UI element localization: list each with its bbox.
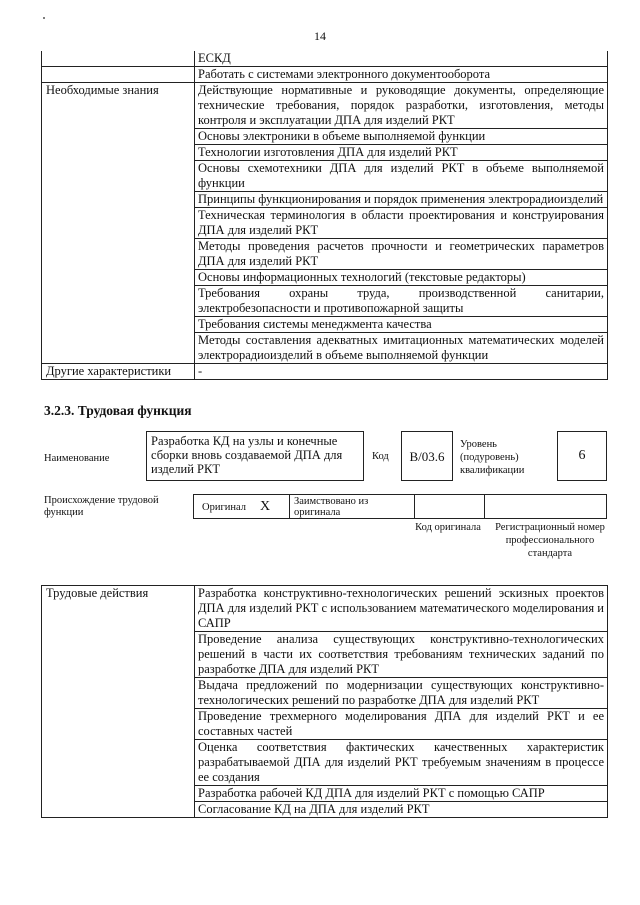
knowledge-item: Требования системы менеджмента качества (195, 317, 608, 333)
action-item: Проведение трехмерного моделирования ДПА для изделий РКТ и ее составных частей (195, 709, 608, 740)
continuation-row: ЕСКД (195, 51, 608, 67)
knowledge-item: Технологии изготовления ДПА для изделий РКТ (195, 145, 608, 161)
knowledge-item: Основы информационных технологий (текстовые редакторы) (195, 270, 608, 286)
knowledge-label: Необходимые знания (42, 83, 195, 364)
reg-caption: Регистрационный номер профессионального стандарта (495, 522, 605, 559)
code-value: В/03.6 (409, 449, 445, 464)
knowledge-item: Основы схемотехники ДПА для изделий РКТ в объеме выполняемой функции (195, 161, 608, 192)
action-item: Согласование КД на ДПА для изделий РКТ (195, 802, 608, 818)
actions-table (41, 585, 608, 818)
original-label: Оригинал (202, 502, 246, 513)
action-item: Проведение анализа существующих конструктивно-технологических решений в части их соответствия требованиям технических заданий по разработке ДПА для изделий РКТ (195, 632, 608, 678)
code-box (401, 431, 453, 481)
empty-cell (42, 67, 195, 83)
level-label: Уровень (подуровень) квалификации (460, 439, 525, 476)
knowledge-item: Действующие нормативные и руководящие документы, определяющие технические требования, порядок разработки, изготовления, методы контроля и эксплуатации ДПА для изделий РКТ (195, 83, 608, 129)
page-number: 14 (314, 29, 326, 43)
origin-row (193, 494, 607, 519)
knowledge-item: Основы электроники в объеме выполняемой функции (195, 129, 608, 145)
action-item: Разработка конструктивно-технологических решений эскизных проектов ДПА для изделий РКТ с использованием математического моделирования и САПР (195, 586, 608, 632)
action-item: Выдача предложений по модернизации существующих конструктивно-технологических решений по разработке ДПА для изделий РКТ (195, 678, 608, 709)
scan-speck (43, 17, 45, 19)
level-value: 6 (578, 448, 586, 463)
actions-label: Трудовые действия (42, 586, 195, 818)
knowledge-item: Принципы функционирования и порядок применения электрорадиоизделий (195, 192, 608, 208)
other-value: - (195, 364, 608, 380)
borrowed-label: Заимствовано из оригинала (294, 496, 369, 518)
other-label: Другие характеристики (42, 364, 195, 380)
divider (484, 495, 485, 518)
knowledge-item: Методы составления адекватных имитационных математических моделей электрорадиоизделий в объеме выполняемой функции (195, 333, 608, 364)
function-name-value: Разработка КД на узлы и конечные сборки вновь создаваемой ДПА для изделий РКТ (151, 434, 343, 476)
code-label: Код (372, 451, 389, 462)
divider (289, 495, 290, 518)
knowledge-item: Методы проведения расчетов прочности и геометрических параметров ДПА для изделий РКТ (195, 239, 608, 270)
action-item: Оценка соответствия фактических качественных характеристик разрабатываемой ДПА для изделий РКТ требуемым значениям в процессе ее создания (195, 740, 608, 786)
action-item: Разработка рабочей КД ДПА для изделий РКТ с помощью САПР (195, 786, 608, 802)
continuation-row: Работать с системами электронного документооборота (195, 67, 608, 83)
function-name-box (146, 431, 364, 481)
knowledge-item: Требования охраны труда, производственной санитарии, электробезопасности и противопожарной защиты (195, 286, 608, 317)
original-mark: Х (260, 499, 271, 514)
origin-label: Происхождение трудовой функции (44, 495, 159, 518)
divider (414, 495, 415, 518)
level-box (557, 431, 607, 481)
code-caption: Код оригинала (415, 522, 481, 533)
name-label: Наименование (44, 453, 110, 464)
empty-cell (42, 51, 195, 67)
knowledge-table (41, 51, 608, 380)
section-title: 3.2.3. Трудовая функция (44, 403, 192, 418)
knowledge-item: Техническая терминология в области проектирования и конструирования ДПА для изделий РКТ (195, 208, 608, 239)
